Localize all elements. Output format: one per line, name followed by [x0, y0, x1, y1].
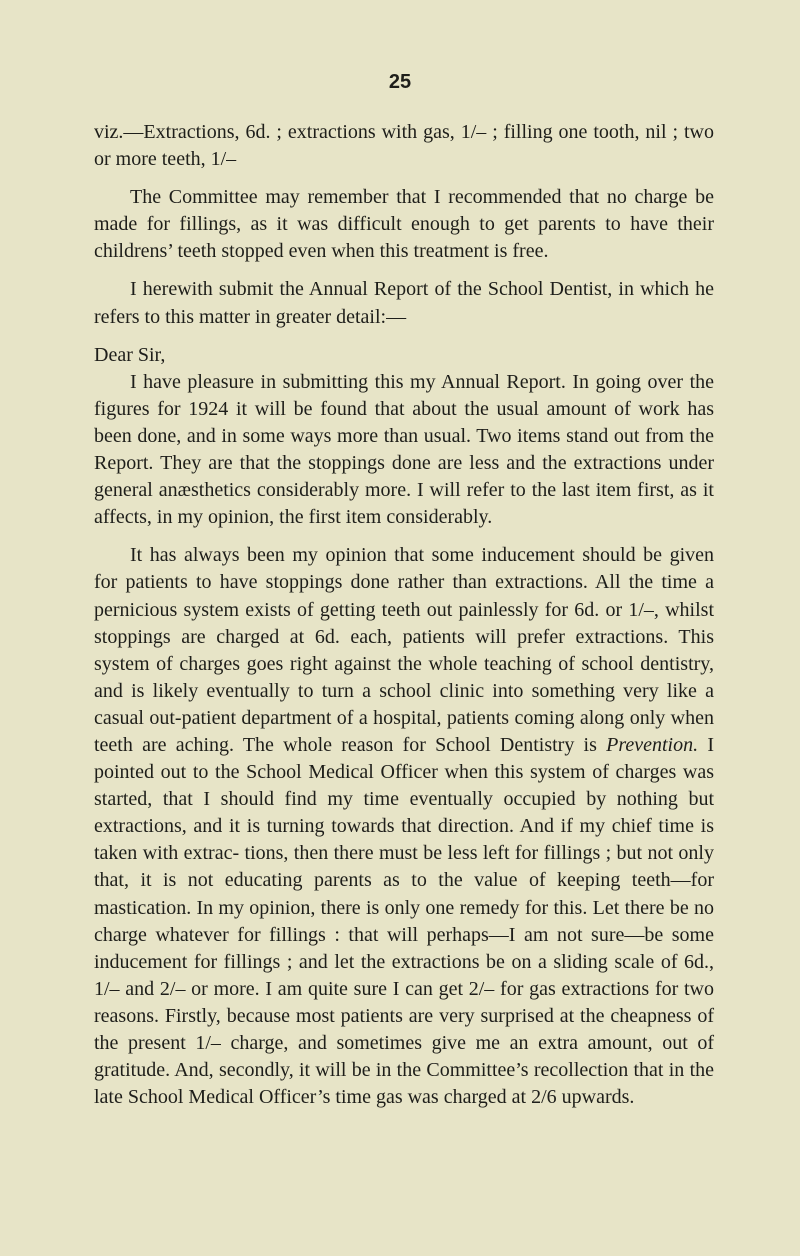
letter-salutation	[94, 342, 714, 369]
paragraph-text: I have pleasure in submitting this my Annual Report. In going over the figures for 1924 it will be found that about the usual amount of work has been done, and in some ways more than usual. Two items stand out from the Report. They are that the stoppings done are less and the extractions under general anæsthetics considerably more. I will refer to the last item first, as it affects, in my opinion, the first item considerably.	[94, 370, 714, 529]
paragraph-committee-recommendation	[94, 184, 714, 265]
page-number: 25	[388, 71, 412, 93]
paragraph-text: The Committee may remember that I recommended that no charge be made for fillings, as it was difficult enough to get parents to have their childrens’ teeth stopped even when this treatment is free.	[94, 186, 714, 263]
paragraph-submit-report	[94, 276, 714, 330]
emphasis-prevention: Prevention.	[606, 733, 699, 756]
paragraph-annual-report	[94, 369, 714, 532]
salutation-text: Dear Sir,	[94, 343, 166, 366]
paragraph-text: I herewith submit the Annual Report of the School Dentist, in which he refers to this matter in greater detail:—	[94, 278, 714, 328]
paragraph-charges	[94, 119, 714, 173]
body-text	[94, 119, 714, 1122]
paragraph-text: I pointed out to the School Medical Officer when this system of charges was started, that I should find my time eventually occupied by nothing but extractions, and it is turning towards that direction. And if my chief time is taken with extrac- tions, then there must be less left for fillings ; but not only that, it is not educating parents as to the value of keeping teeth—for mastication. In my opinion, there is only one remedy for this. Let there be no charge whatever for fillings : that will perhaps—I am not sure—be some inducement for fillings ; and let the extractions be on a sliding scale of 6d., 1/– and 2/– or more. I am quite sure I can get 2/– for gas extractions for two reasons. Firstly, because most patients are very surprised at the cheapness of the present 1/– charge, and sometimes give me an extra amount, out of gratitude. And, secondly, it will be in the Committee’s recollection that in the late School Medical Officer’s time gas was charged at 2/6 upwards.	[94, 733, 714, 1109]
paragraph-inducement	[94, 542, 714, 1111]
paragraph-text: It has always been my opinion that some inducement should be given for patients to have stoppings done rather than extractions. All the time a pernicious system exists of getting teeth out painlessly for 6d. or 1/–, whilst stoppings are charged at 6d. each, patients will prefer extractions. This system of charges goes right against the whole teaching of school dentistry, and is likely eventually to turn a school clinic into something very like a casual out-patient department of a hospital, patients coming along only when teeth are aching. The whole reason for School Dentistry is	[94, 544, 714, 756]
paragraph-text: viz.—Extractions, 6d. ; extractions with gas, 1/– ; filling one tooth, nil ; two or more teeth, 1/–	[94, 121, 714, 171]
